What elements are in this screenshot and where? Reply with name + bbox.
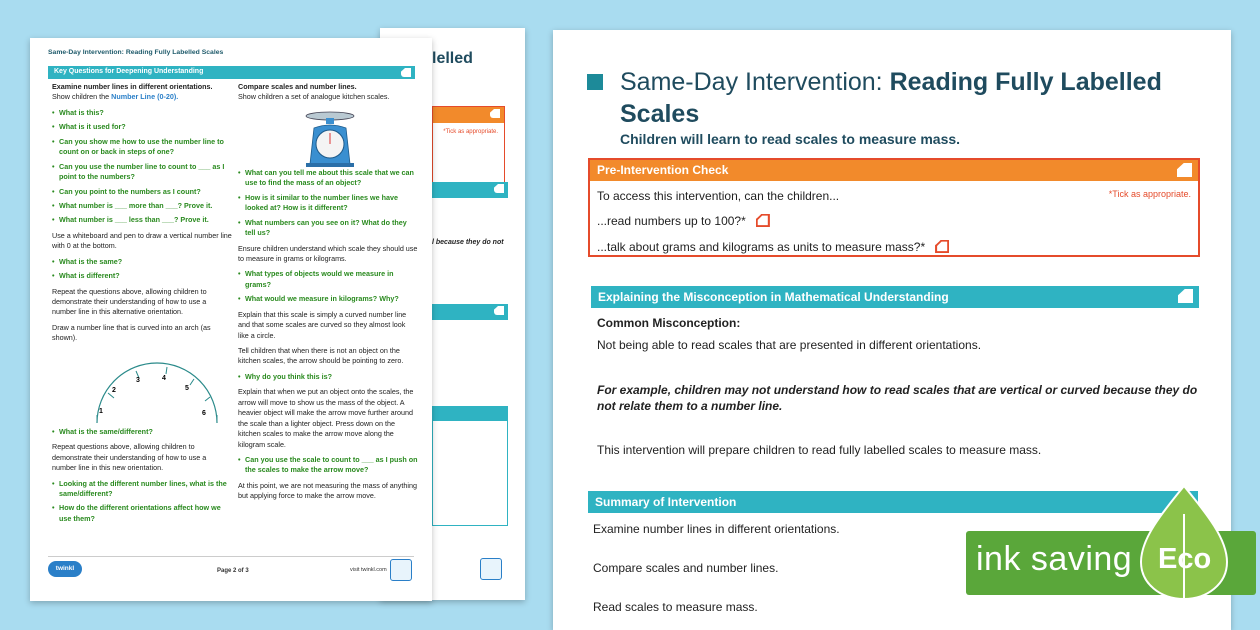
tick-box[interactable] (935, 240, 949, 253)
kitchen-scale-icon (238, 108, 418, 168)
corner-icon (1178, 289, 1193, 303)
list-item: • What can you tell me about this scale that we can use to find the mass of an object? (238, 168, 418, 189)
list-item: • What would we measure in kilograms? Why? (238, 294, 418, 304)
back-pre-check-bar (433, 107, 504, 123)
list-item: • Can you show me how to use the number line to count on or back in steps of one? (52, 137, 232, 158)
list-item: • Can you use the number line to count to ___ as I point to the numbers? (52, 162, 232, 183)
tick-note: *Tick as appropriate. (1108, 189, 1191, 199)
arch-label: 2 (112, 386, 116, 394)
col1-questions-4 (52, 479, 232, 525)
col1-p2: Use a whiteboard and pen to draw a vertical number line with 0 at the bottom. (52, 230, 232, 251)
tick-box[interactable] (756, 214, 770, 227)
left-column (52, 82, 232, 529)
pre-intervention-heading: Pre-Intervention Check (597, 163, 729, 177)
summary-item: Compare scales and number lines. (593, 561, 779, 575)
col2-p3: Explain that this scale is simply a curved number line and that some scales are curved so they almost look like a circle. (238, 309, 407, 340)
back-notes-box (432, 406, 508, 526)
list-item: • What is the same/different? (52, 427, 232, 437)
col1-questions-3 (52, 427, 232, 437)
col2-questions-4 (238, 455, 418, 476)
ink-saving-label: ink saving (976, 540, 1133, 578)
title-square-icon (587, 74, 603, 90)
page-title (620, 66, 1200, 130)
col2-intro: Show children a set of analogue kitchen scales. (238, 92, 390, 102)
pre-check-question-1 (597, 214, 770, 228)
left-title-plain: Same-Day Intervention: (48, 49, 126, 56)
col1-intro-text: Show children the (52, 92, 112, 102)
back-page-title-fragment: lelled (432, 50, 473, 67)
eco-label: Eco (1158, 543, 1212, 575)
misconception-prepare: This intervention will prepare children to read fully labelled scales to measure mass. (597, 443, 1042, 457)
summary-item: Examine number lines in different orientations. (593, 522, 840, 536)
page-number: Page 2 of 3 (217, 568, 249, 574)
misconception-bar (591, 286, 1199, 308)
list-item: • What is it used for? (52, 122, 232, 132)
back-tick-note: *Tick as appropriate. (443, 129, 498, 135)
left-page-title (48, 48, 223, 58)
col2-p4: Tell children that when there is not an object on the kitchen scales, the arrow should be pointing to zero. (238, 346, 404, 366)
page-subtitle: Children will learn to read scales to measure mass. (620, 131, 961, 147)
summary-bar (588, 491, 1198, 513)
list-item: • What is the same? (52, 257, 232, 267)
right-column (238, 82, 418, 507)
back-italic-fragment: l because they do not (432, 239, 504, 246)
back-footer-badge (480, 558, 502, 580)
visit-link[interactable]: visit twinkl.com (350, 567, 387, 573)
col2-p5: Explain that when we put an object onto the scales, the arrow will move to show us the mass of the object. A heavier object will make the arrow move further around the scale than a lighter object. Press down on the kitchen scales to make the arrow move along the kilogram scale. (238, 387, 414, 449)
list-item: • What number is ___ less than ___? Prove it. (52, 215, 232, 225)
pre-check-q2-text: ...talk about grams and kilograms as units to measure mass?* (597, 240, 926, 254)
col2-questions-1 (238, 168, 418, 239)
list-item: • Can you point to the numbers as I count? (52, 187, 232, 197)
misconception-label: Common Misconception: (597, 316, 741, 330)
back-section-bar-1 (432, 182, 508, 198)
col2-questions-3 (238, 372, 418, 382)
col1-p4: Draw a number line that is curved into an arch (as shown). (52, 322, 211, 343)
title-plain: Same-Day Intervention: (620, 68, 890, 96)
arch-label: 4 (162, 374, 166, 382)
list-item: • Looking at the different number lines, what is the same/different? (52, 479, 232, 500)
col1-heading: Examine number lines in different orientations. (52, 82, 213, 91)
arch-label: 3 (136, 376, 140, 384)
back-section-bar-2 (432, 304, 508, 320)
misconception-heading: Explaining the Misconception in Mathematical Understanding (598, 290, 949, 304)
list-item: • What types of objects would we measure in grams? (238, 269, 418, 290)
pre-intervention-bar (590, 160, 1198, 181)
col1-questions-1 (52, 108, 232, 226)
quality-badge-icon (390, 559, 412, 581)
title-bold: Reading Fully Labelled Scales (620, 68, 1162, 128)
col1-p3: Repeat the questions above, allowing children to demonstrate their understanding of how to use a number line in this alternative orientation. (52, 286, 207, 317)
left-page (30, 38, 432, 601)
key-questions-bar (48, 66, 415, 79)
summary-item: Read scales to measure mass. (593, 600, 758, 614)
arch-number-line (52, 349, 232, 427)
summary-heading: Summary of Intervention (595, 495, 737, 509)
list-item: • What numbers can you see on it? What do they tell us? (238, 218, 418, 239)
misconception-text: Not being able to read scales that are presented in different orientations. (597, 338, 982, 352)
col2-heading: Compare scales and number lines. (238, 82, 357, 91)
pre-check-intro: To access this intervention, can the children... (597, 189, 840, 203)
list-item: • Why do you think this is? (238, 372, 418, 382)
misconception-example: For example, children may not understand how to read scales that are vertical or curved because they do not relate them to a number line. (597, 383, 1198, 413)
list-item: • What is different? (52, 271, 232, 281)
col1-questions-2 (52, 257, 232, 282)
col2-questions-2 (238, 269, 418, 304)
list-item: • What is this? (52, 108, 232, 118)
pre-check-q1-text: ...read numbers up to 100?* (597, 214, 746, 228)
col1-p5: Repeat questions above, allowing children to demonstrate their understanding of how to use a number line in this new orientation. (52, 442, 207, 473)
col1-intro (52, 92, 232, 102)
arch-label: 1 (99, 407, 103, 415)
col2-p6: At this point, we are not measuring the mass of anything but applying force to make the arrow move. (238, 480, 417, 501)
pre-check-question-2 (597, 240, 949, 254)
left-title-bold: Reading Fully Labelled Scales (125, 49, 224, 56)
number-line-link[interactable]: Number Line (0-20). (111, 92, 179, 102)
list-item: • What number is ___ more than ___? Prove it. (52, 201, 232, 211)
corner-icon (1177, 163, 1192, 177)
arch-label: 6 (202, 409, 206, 417)
corner-icon (401, 68, 411, 77)
col2-p2: Ensure children understand which scale they should use to measure in grams or kilograms. (238, 243, 418, 263)
key-questions-heading: Key Questions for Deepening Understanding (54, 68, 204, 75)
list-item: • How is it similar to the number lines we have looked at? How is it different? (238, 193, 418, 214)
list-item: • Can you use the scale to count to ___ as I push on the scales to make the arrow move? (238, 455, 418, 476)
footer-divider (48, 556, 414, 557)
list-item: • How do the different orientations affect how we use them? (52, 503, 232, 524)
twinkl-logo[interactable]: twinkl (48, 561, 82, 577)
arch-label: 5 (185, 384, 189, 392)
pre-intervention-box (588, 158, 1200, 257)
